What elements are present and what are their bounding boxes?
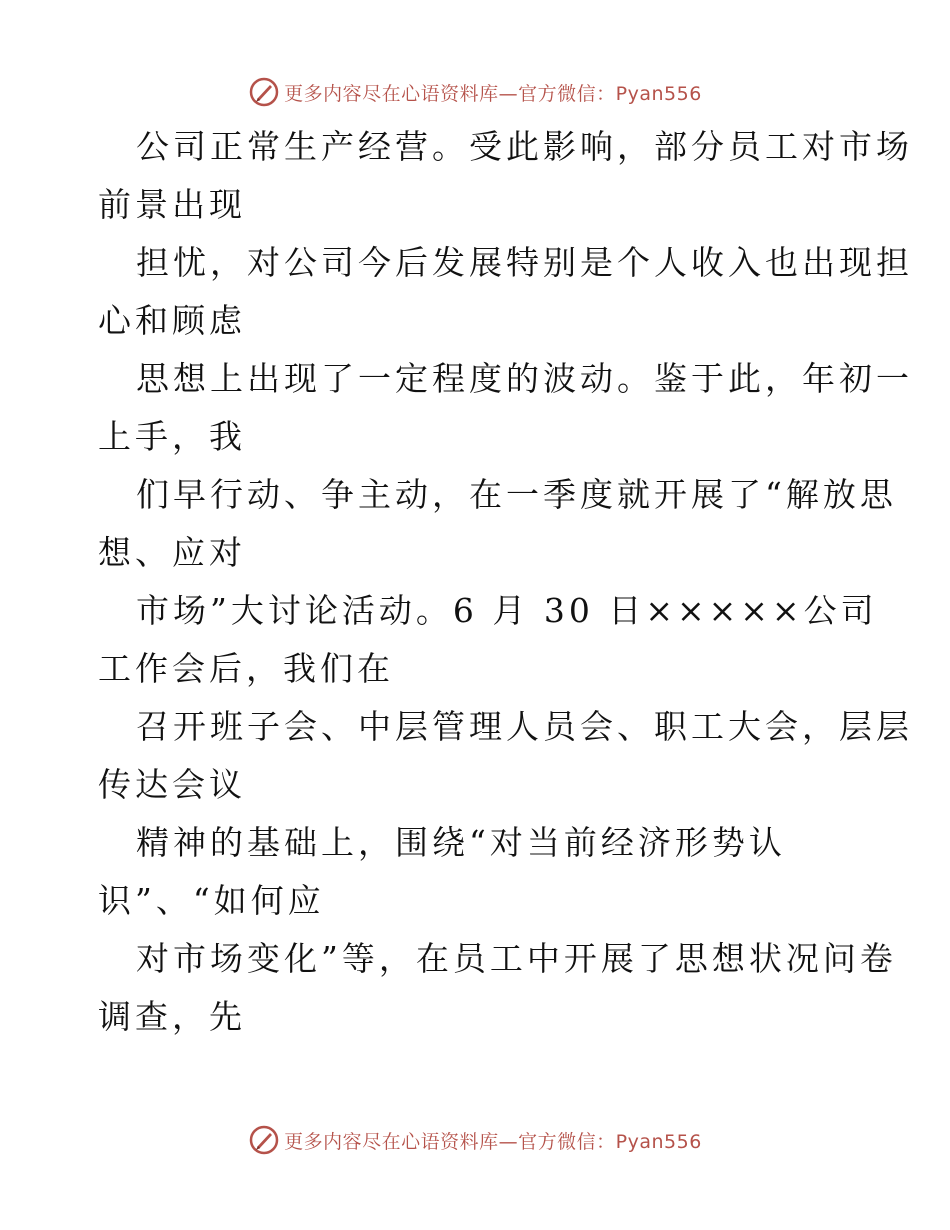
quill-logo-icon	[248, 76, 280, 108]
paragraph-line: 心和顾虑	[98, 301, 246, 340]
paragraph-line: 召开班子会、中层管理人员会、职工大会，层层	[136, 707, 913, 746]
footer-banner	[0, 1120, 950, 1160]
paragraph-line: 担忧，对公司今后发展特别是个人收入也出现担	[136, 243, 913, 282]
paragraph	[98, 814, 858, 930]
header-banner	[0, 72, 950, 112]
paragraph-line: 上手，我	[98, 417, 246, 456]
paragraph-line: 们早行动、争主动，在一季度就开展了“解放思	[136, 475, 897, 514]
paragraph	[98, 118, 913, 234]
paragraph	[98, 930, 897, 1046]
paragraph-line: 传达会议	[98, 765, 246, 804]
paragraph	[98, 466, 897, 582]
paragraph-line: 公司正常生产经营。受此影响，部分员工对市场	[136, 127, 913, 166]
paragraph-line: 调查，先	[98, 997, 246, 1036]
paragraph-line: 识”、“如何应	[98, 881, 325, 920]
paragraph	[98, 350, 913, 466]
paragraph-line: 工作会后，我们在	[98, 649, 394, 688]
document-body	[98, 118, 913, 1046]
header-banner-text: 更多内容尽在心语资料库—官方微信：Pyan556	[284, 82, 702, 105]
footer-banner-text: 更多内容尽在心语资料库—官方微信：Pyan556	[284, 1130, 702, 1153]
paragraph	[98, 582, 878, 698]
paragraph-line: 市场”大讨论活动。6 月 30 日×××××公司	[136, 591, 878, 630]
paragraph-line: 思想上出现了一定程度的波动。鉴于此，年初一	[136, 359, 913, 398]
paragraph-line: 对市场变化”等，在员工中开展了思想状况问卷	[136, 939, 897, 978]
quill-logo-icon	[248, 1124, 280, 1156]
paragraph	[98, 698, 913, 814]
paragraph-line: 精神的基础上，围绕“对当前经济形势认	[136, 823, 786, 862]
paragraph-line: 前景出现	[98, 185, 246, 224]
paragraph	[98, 234, 913, 350]
paragraph-line: 想、应对	[98, 533, 246, 572]
